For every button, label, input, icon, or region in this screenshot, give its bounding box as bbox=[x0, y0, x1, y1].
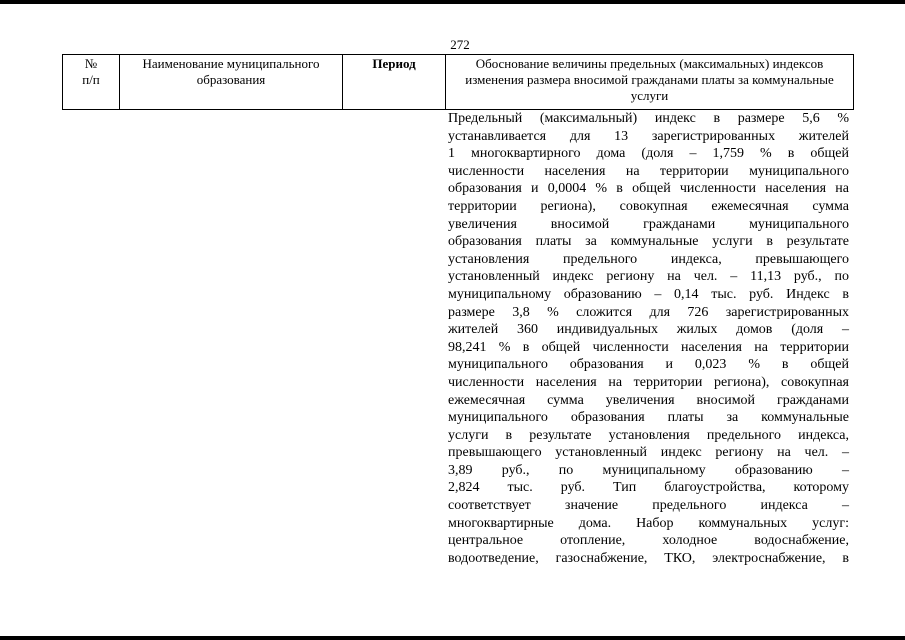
text-line: многоквартирные дома. Набор коммунальных услуг: bbox=[448, 515, 849, 531]
text-line: жителей 360 индивидуальных жилых домов (доля – bbox=[448, 322, 849, 338]
text-line: размере 3,8 % сложится для 726 зарегистрированных bbox=[448, 304, 849, 320]
text-line: Предельный (максимальный) индекс в размере 5,6 % bbox=[448, 111, 849, 126]
text-line: численности населения на территории региона), совокупная bbox=[448, 374, 849, 390]
page-number: 272 bbox=[450, 37, 470, 52]
text-line: установленный индекс региону на чел. – 11,13 руб., по bbox=[448, 269, 849, 285]
text-line: ежемесячная сумма увеличения вносимой гражданами bbox=[448, 392, 849, 408]
header-cell-period: Период bbox=[343, 55, 446, 110]
text-line: образования платы за коммунальные услуги в результате bbox=[448, 234, 849, 250]
text-line: устанавливается для 13 зарегистрированных жителей bbox=[448, 128, 849, 144]
text-line: центральное отопление, холодное водоснабжение, bbox=[448, 533, 849, 549]
text-line: 3,89 руб., по муниципальному образованию – bbox=[448, 462, 849, 478]
header-table bbox=[62, 54, 854, 110]
justification-text bbox=[448, 110, 849, 567]
text-line: образования и 0,0004 % в общей численности населения на bbox=[448, 181, 849, 197]
scan-bottom-edge bbox=[0, 636, 905, 640]
text-line: водоотведение, газоснабжение, ТКО, электроснабжение, в bbox=[448, 550, 849, 566]
text-line: соответствует значение предельного индекса – bbox=[448, 498, 849, 514]
text-line: муниципального образования платы за коммунальные bbox=[448, 410, 849, 426]
text-line: увеличения вносимой гражданами муниципального bbox=[448, 216, 849, 232]
header-cell-justification: Обоснование величины предельных (максимальных) индексов изменения размера вносимой гражданами платы за коммунальные услуги bbox=[446, 55, 854, 110]
text-line: 1 многоквартирного дома (доля – 1,759 % в общей bbox=[448, 146, 849, 162]
text-line: муниципального образования и 0,023 % в общей bbox=[448, 357, 849, 373]
text-line: численности населения на территории муниципального bbox=[448, 163, 849, 179]
text-line: муниципальному образованию – 0,14 тыс. руб. Индекс в bbox=[448, 286, 849, 302]
text-line: услуги в результате установления предельного индекса, bbox=[448, 427, 849, 443]
text-line: 98,241 % в общей численности населения на территории bbox=[448, 339, 849, 355]
text-line: установления предельного индекса, превышающего bbox=[448, 251, 849, 267]
scan-top-edge bbox=[0, 0, 905, 4]
text-line: территории региона), совокупная ежемесячная сумма bbox=[448, 198, 849, 214]
header-row bbox=[63, 55, 854, 110]
text-line: 2,824 тыс. руб. Тип благоустройства, которому bbox=[448, 480, 849, 496]
header-cell-municipality: Наименование муниципального образования bbox=[120, 55, 343, 110]
header-cell-number: № п/п bbox=[63, 55, 120, 110]
text-line: превышающего установленный индекс региону на чел. – bbox=[448, 445, 849, 461]
